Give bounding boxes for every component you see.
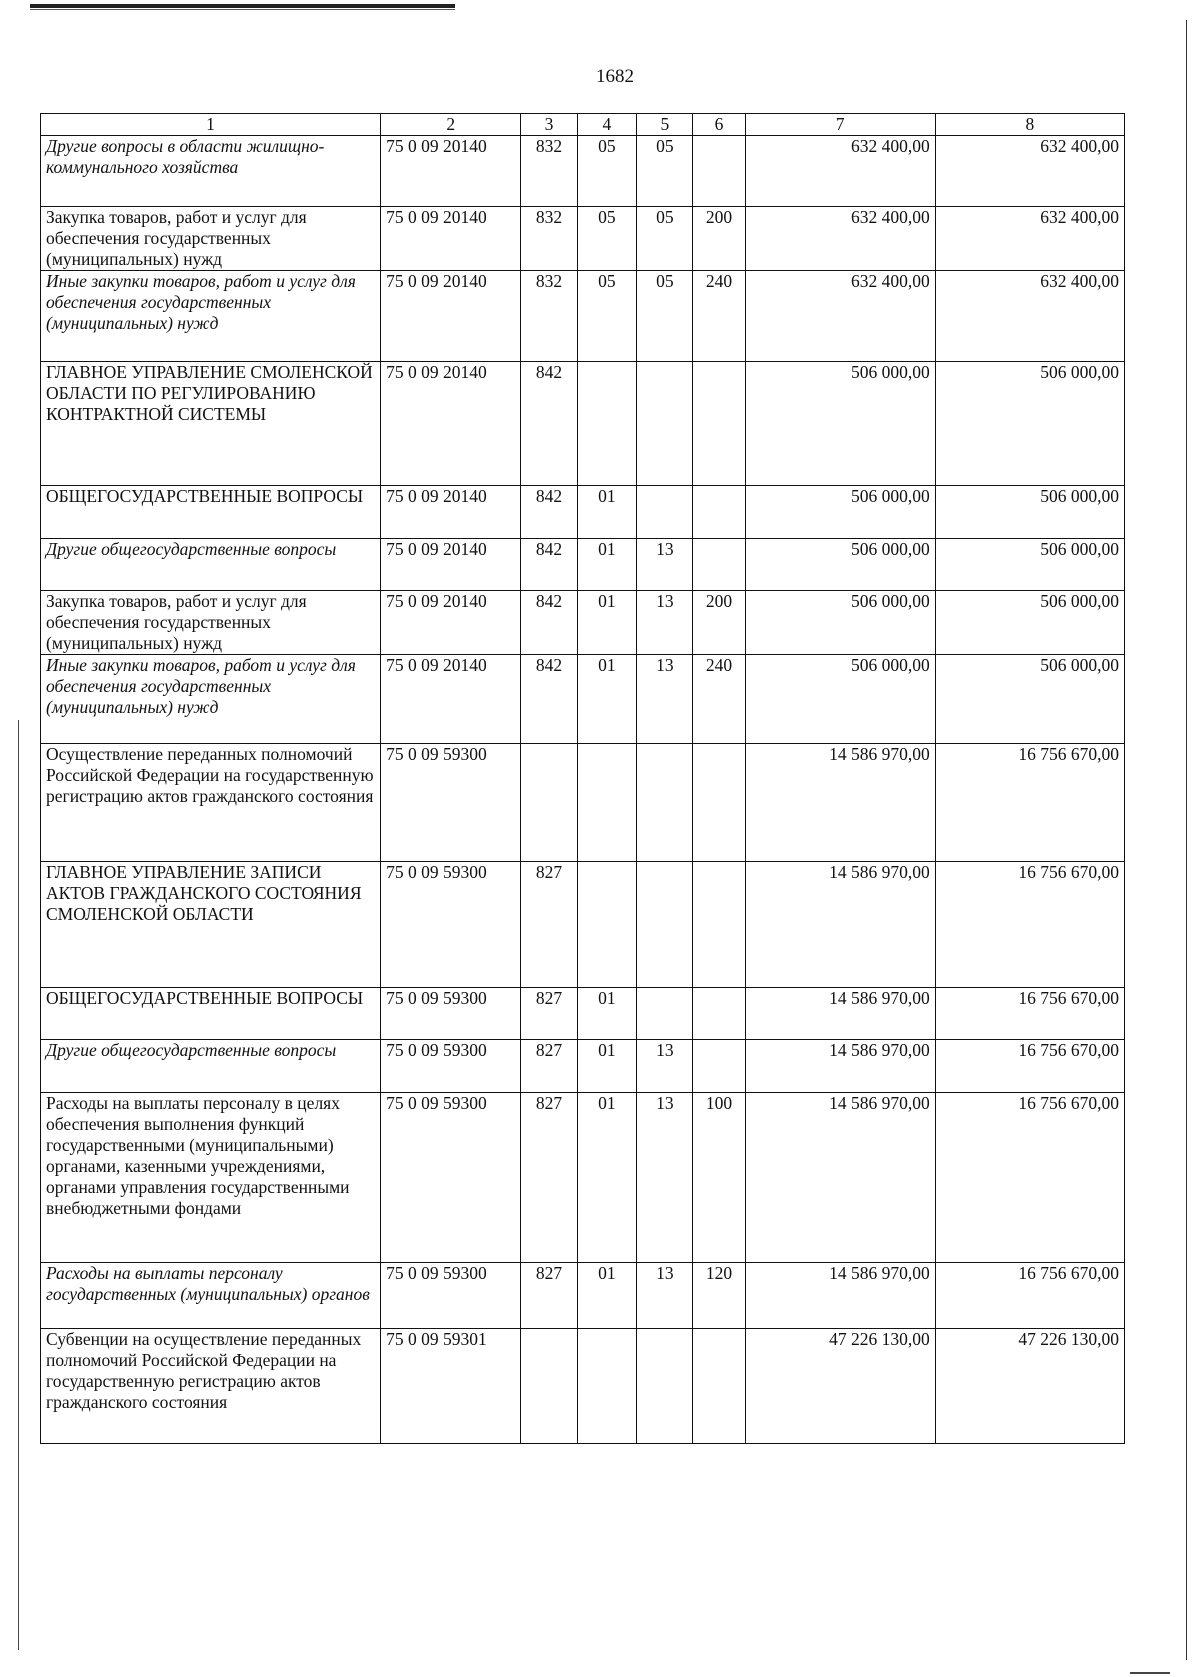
amount-year-1: 506 000,00	[745, 486, 935, 539]
amount-year-2: 506 000,00	[935, 655, 1124, 744]
amount-year-2: 16 756 670,00	[935, 1263, 1124, 1329]
expense-type-code	[693, 539, 745, 591]
amount-year-1: 632 400,00	[745, 136, 935, 207]
amount-year-1: 506 000,00	[745, 539, 935, 591]
ministry-code	[521, 1329, 577, 1444]
subsection-code: 13	[637, 539, 693, 591]
section-code	[577, 862, 637, 988]
subsection-code: 13	[637, 655, 693, 744]
ministry-code: 832	[521, 271, 577, 362]
expense-type-code: 200	[693, 591, 745, 655]
amount-year-1: 506 000,00	[745, 655, 935, 744]
top-rule	[30, 4, 455, 8]
amount-year-1: 14 586 970,00	[745, 1093, 935, 1263]
row-name: ОБЩЕГОСУДАРСТВЕННЫЕ ВОПРОСЫ	[41, 486, 381, 539]
target-article-code: 75 0 09 59300	[381, 744, 521, 862]
target-article-code: 75 0 09 20140	[381, 136, 521, 207]
budget-table	[40, 113, 1125, 1444]
row-name: Закупка товаров, работ и услуг для обеспечения государственных (муниципальных) нужд	[41, 591, 381, 655]
subsection-code	[637, 744, 693, 862]
target-article-code: 75 0 09 20140	[381, 539, 521, 591]
section-code: 01	[577, 1040, 637, 1093]
ministry-code: 842	[521, 591, 577, 655]
expense-type-code	[693, 988, 745, 1040]
amount-year-2: 506 000,00	[935, 486, 1124, 539]
amount-year-1: 14 586 970,00	[745, 1040, 935, 1093]
section-code: 05	[577, 136, 637, 207]
amount-year-1: 632 400,00	[745, 271, 935, 362]
expense-type-code: 100	[693, 1093, 745, 1263]
amount-year-2: 632 400,00	[935, 136, 1124, 207]
subsection-code: 13	[637, 1040, 693, 1093]
ministry-code: 827	[521, 1263, 577, 1329]
ministry-code: 827	[521, 862, 577, 988]
subsection-code: 13	[637, 1093, 693, 1263]
amount-year-1: 14 586 970,00	[745, 1263, 935, 1329]
table-row	[41, 591, 1125, 655]
column-header: 8	[935, 114, 1124, 136]
section-code: 01	[577, 988, 637, 1040]
table-row	[41, 1263, 1125, 1329]
expense-type-code	[693, 1040, 745, 1093]
table-row	[41, 1040, 1125, 1093]
amount-year-1: 506 000,00	[745, 362, 935, 486]
column-header: 4	[577, 114, 637, 136]
target-article-code: 75 0 09 20140	[381, 362, 521, 486]
table-row	[41, 539, 1125, 591]
ministry-code: 832	[521, 136, 577, 207]
subsection-code	[637, 362, 693, 486]
ministry-code: 827	[521, 988, 577, 1040]
section-code	[577, 362, 637, 486]
amount-year-1: 14 586 970,00	[745, 988, 935, 1040]
table-row	[41, 744, 1125, 862]
row-name: ОБЩЕГОСУДАРСТВЕННЫЕ ВОПРОСЫ	[41, 988, 381, 1040]
target-article-code: 75 0 09 59300	[381, 862, 521, 988]
row-name: Другие общегосударственные вопросы	[41, 539, 381, 591]
section-code	[577, 744, 637, 862]
amount-year-1: 506 000,00	[745, 591, 935, 655]
expense-type-code: 120	[693, 1263, 745, 1329]
ministry-code: 832	[521, 207, 577, 271]
target-article-code: 75 0 09 20140	[381, 655, 521, 744]
section-code: 01	[577, 1093, 637, 1263]
ministry-code: 842	[521, 362, 577, 486]
table-row	[41, 486, 1125, 539]
table-row	[41, 136, 1125, 207]
row-name: Расходы на выплаты персоналу государственных (муниципальных) органов	[41, 1263, 381, 1329]
amount-year-2: 16 756 670,00	[935, 1093, 1124, 1263]
column-header: 2	[381, 114, 521, 136]
amount-year-2: 506 000,00	[935, 362, 1124, 486]
subsection-code: 05	[637, 271, 693, 362]
section-code: 01	[577, 655, 637, 744]
expense-type-code	[693, 744, 745, 862]
table-row	[41, 271, 1125, 362]
section-code: 05	[577, 271, 637, 362]
bottom-mark	[1130, 1672, 1170, 1674]
row-name: Иные закупки товаров, работ и услуг для обеспечения государственных (муниципальных) нужд	[41, 655, 381, 744]
amount-year-2: 506 000,00	[935, 591, 1124, 655]
ministry-code: 827	[521, 1040, 577, 1093]
row-name: Осуществление переданных полномочий Российской Федерации на государственную регистрацию актов гражданского состояния	[41, 744, 381, 862]
amount-year-2: 16 756 670,00	[935, 862, 1124, 988]
ministry-code: 842	[521, 486, 577, 539]
target-article-code: 75 0 09 59300	[381, 1263, 521, 1329]
target-article-code: 75 0 09 20140	[381, 486, 521, 539]
subsection-code: 13	[637, 1263, 693, 1329]
row-name: Закупка товаров, работ и услуг для обеспечения государственных (муниципальных) нужд	[41, 207, 381, 271]
target-article-code: 75 0 09 59301	[381, 1329, 521, 1444]
ministry-code: 827	[521, 1093, 577, 1263]
amount-year-1: 47 226 130,00	[745, 1329, 935, 1444]
section-code: 01	[577, 591, 637, 655]
target-article-code: 75 0 09 20140	[381, 207, 521, 271]
column-number-row	[41, 114, 1125, 136]
table-row	[41, 862, 1125, 988]
expense-type-code	[693, 136, 745, 207]
row-name: Субвенции на осуществление переданных полномочий Российской Федерации на государственную регистрацию актов гражданского состояния	[41, 1329, 381, 1444]
target-article-code: 75 0 09 20140	[381, 271, 521, 362]
column-header: 5	[637, 114, 693, 136]
table-row	[41, 207, 1125, 271]
subsection-code	[637, 1329, 693, 1444]
table-row	[41, 655, 1125, 744]
target-article-code: 75 0 09 59300	[381, 1040, 521, 1093]
expense-type-code: 240	[693, 655, 745, 744]
ministry-code	[521, 744, 577, 862]
target-article-code: 75 0 09 20140	[381, 591, 521, 655]
subsection-code: 05	[637, 207, 693, 271]
section-code: 01	[577, 486, 637, 539]
target-article-code: 75 0 09 59300	[381, 1093, 521, 1263]
table-body	[41, 136, 1125, 1444]
ministry-code: 842	[521, 655, 577, 744]
top-rule-thin	[30, 9, 455, 10]
subsection-code: 13	[637, 591, 693, 655]
expense-type-code: 200	[693, 207, 745, 271]
section-code: 05	[577, 207, 637, 271]
page-edge-left	[18, 720, 19, 1650]
table-row	[41, 1329, 1125, 1444]
page-number: 1682	[596, 66, 634, 87]
column-header: 1	[41, 114, 381, 136]
column-header: 3	[521, 114, 577, 136]
amount-year-2: 16 756 670,00	[935, 1040, 1124, 1093]
subsection-code	[637, 862, 693, 988]
amount-year-1: 632 400,00	[745, 207, 935, 271]
subsection-code	[637, 988, 693, 1040]
ministry-code: 842	[521, 539, 577, 591]
row-name: Расходы на выплаты персоналу в целях обеспечения выполнения функций государственными (муниципальными) органами, казенными учреждениями, органами управления государственными внебюджетными фондами	[41, 1093, 381, 1263]
section-code	[577, 1329, 637, 1444]
column-header: 6	[693, 114, 745, 136]
expense-type-code	[693, 362, 745, 486]
amount-year-1: 14 586 970,00	[745, 744, 935, 862]
row-name: Другие вопросы в области жилищно-коммунального хозяйства	[41, 136, 381, 207]
row-name: Другие общегосударственные вопросы	[41, 1040, 381, 1093]
amount-year-1: 14 586 970,00	[745, 862, 935, 988]
amount-year-2: 16 756 670,00	[935, 744, 1124, 862]
table-row	[41, 988, 1125, 1040]
amount-year-2: 16 756 670,00	[935, 988, 1124, 1040]
column-header: 7	[745, 114, 935, 136]
table-row	[41, 362, 1125, 486]
expense-type-code	[693, 1329, 745, 1444]
subsection-code: 05	[637, 136, 693, 207]
row-name: ГЛАВНОЕ УПРАВЛЕНИЕ СМОЛЕНСКОЙ ОБЛАСТИ ПО РЕГУЛИРОВАНИЮ КОНТРАКТНОЙ СИСТЕМЫ	[41, 362, 381, 486]
row-name: Иные закупки товаров, работ и услуг для обеспечения государственных (муниципальных) нужд	[41, 271, 381, 362]
amount-year-2: 47 226 130,00	[935, 1329, 1124, 1444]
amount-year-2: 632 400,00	[935, 271, 1124, 362]
section-code: 01	[577, 539, 637, 591]
section-code: 01	[577, 1263, 637, 1329]
subsection-code	[637, 486, 693, 539]
expense-type-code	[693, 486, 745, 539]
expense-type-code	[693, 862, 745, 988]
row-name: ГЛАВНОЕ УПРАВЛЕНИЕ ЗАПИСИ АКТОВ ГРАЖДАНСКОГО СОСТОЯНИЯ СМОЛЕНСКОЙ ОБЛАСТИ	[41, 862, 381, 988]
expense-type-code: 240	[693, 271, 745, 362]
amount-year-2: 506 000,00	[935, 539, 1124, 591]
table-row	[41, 1093, 1125, 1263]
page-edge-right	[1186, 20, 1187, 1660]
target-article-code: 75 0 09 59300	[381, 988, 521, 1040]
amount-year-2: 632 400,00	[935, 207, 1124, 271]
